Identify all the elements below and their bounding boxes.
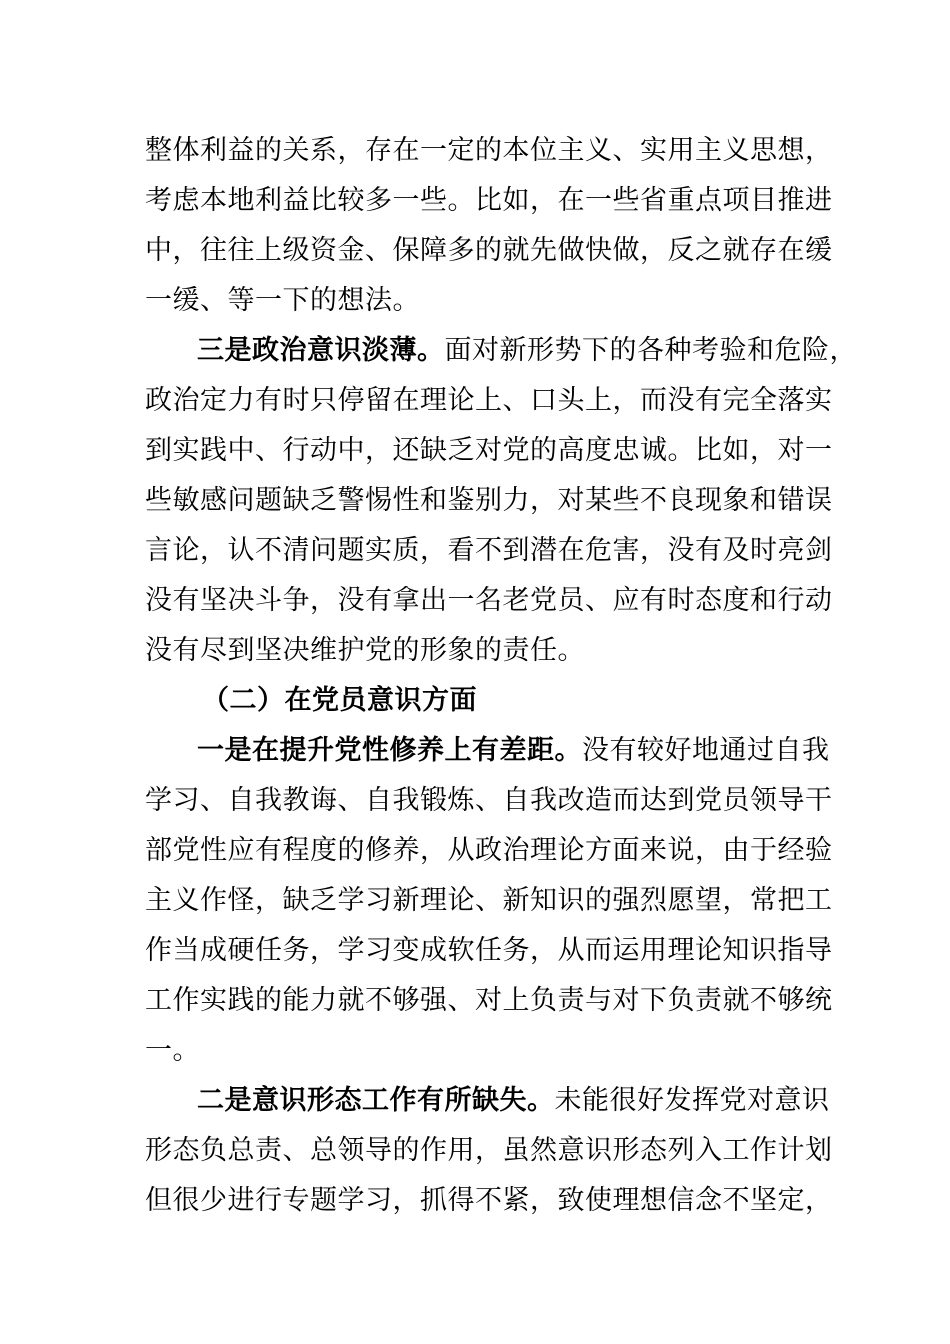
text-line: 一缓、等一下的想法。 [145,285,420,316]
section-heading: （二）在党员意识方面 [202,685,477,716]
text-line: 工作实践的能力就不够强、对上负责与对下负责就不够统 [145,985,833,1016]
paragraph-first-line [145,1076,835,1126]
paragraph-first-line [145,326,857,376]
text-line: 整体利益的关系，存在一定的本位主义、实用主义思想， [145,135,833,166]
text-line: 没有坚决斗争，没有拿出一名老党员、应有时态度和行动 [145,585,833,616]
paragraph-lead-bold: 一是在提升党性修养上有差距。 [197,735,582,766]
text-line: 言论，认不清问题实质，看不到潜在危害，没有及时亮剑 [145,535,833,566]
text-line: 一。 [145,1035,200,1066]
text-line: 政治定力有时只停留在理论上、口头上，而没有完全落实 [145,385,833,416]
text-line: 主义作怪，缺乏学习新理论、新知识的强烈愿望，常把工 [145,885,833,916]
text-line: 作当成硬任务，学习变成软任务，从而运用理论知识指导 [145,935,833,966]
text-line: 形态负总责、总领导的作用，虽然意识形态列入工作计划 [145,1135,833,1166]
text-line: 中，往往上级资金、保障多的就先做快做，反之就存在缓 [145,235,833,266]
paragraph-lead-text: 面对新形势下的各种考验和危险， [444,335,857,366]
paragraph-lead-bold: 三是政治意识淡薄。 [197,335,445,366]
text-line: 考虑本地利益比较多一些。比如，在一些省重点项目推进 [145,185,833,216]
text-line: 学习、自我教诲、自我锻炼、自我改造而达到党员领导干 [145,785,833,816]
text-line: 但很少进行专题学习，抓得不紧，致使理想信念不坚定， [145,1185,833,1216]
paragraph-first-line [145,726,835,776]
document-body [145,126,857,1226]
text-line: 些敏感问题缺乏警惕性和鉴别力，对某些不良现象和错误 [145,485,833,516]
paragraph-lead-text: 没有较好地通过自我 [582,735,830,766]
text-line: 到实践中、行动中，还缺乏对党的高度忠诚。比如，对一 [145,435,833,466]
text-line: 部党性应有程度的修养，从政治理论方面来说，由于经验 [145,835,833,866]
paragraph-lead-bold: 二是意识形态工作有所缺失。 [197,1085,555,1116]
paragraph-lead-text: 未能很好发挥党对意识 [554,1085,830,1116]
text-line: 没有尽到坚决维护党的形象的责任。 [145,635,585,666]
